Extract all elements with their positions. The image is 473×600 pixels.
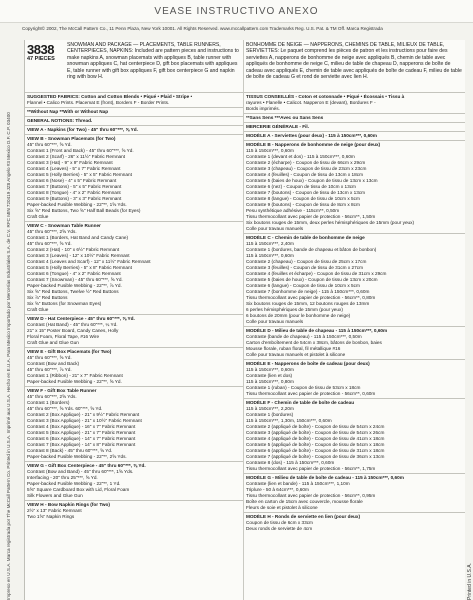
section-line: Contrast 2 (Box Applique) - 21" x 9½" Fabric Remnant [27, 412, 140, 417]
section-line: Contraste 6 (nez) - Coupon de tissu de 10cm x 13cm [246, 184, 356, 189]
pattern-section [244, 92, 465, 113]
section-line: Fleurs de soie et pistolet à silicone [246, 505, 318, 510]
section-line: Contraste 4 (feuilles et écharpe) - Coupon de tissu de 31cm x 29cm [246, 271, 387, 276]
section-line: 6 perles hémisphériques de 15mm (pour yeux) [246, 307, 343, 312]
section-line: 45" thru 60"***, 2⅝ Yds. [27, 229, 77, 234]
section-line: Contraste 8 (dos) - 115 à 150cm***, 0,60m [246, 460, 335, 465]
section-line: 45" thru 60"***, ⅞ Yd. [27, 367, 72, 372]
section-line: Colle pour travaux manuels et pistolet à silicone [246, 352, 346, 357]
section-line: 115 à 150cm***, 0,60m [246, 367, 294, 372]
section-line: Tissu thermocollant avec papier de protection - 56cm**, 1,75m [246, 466, 376, 471]
pattern-section [244, 122, 465, 131]
pattern-section [244, 359, 465, 398]
section-line: Tissu thermocollant avec papier de protection - 56cm**, 0,80m [246, 295, 376, 300]
top-edge [0, 0, 473, 23]
section-line: Contrast 4 (Leaves) - 5" x 7" Fabric Remnant [27, 166, 121, 171]
section-heading: VIEW A - Napkins (for Two) - 45" thru 60"***, ⅝ Yd. [27, 127, 138, 132]
section-line: Colle pour travaux manuels [246, 319, 304, 324]
french-title: BONHOMME DE NEIGE — NAPPERONS, CHEMINS DE TABLE, MILIEUX DE TABLE, SERVIETTES: Le paquet comprend les pièces de patron et les instructions pour faire des serviettes A, napperons de bonhomme de neige avec appliqués B, chemin de table avec appliqués de bonhomme de neige C, milieu de table de chapeau D, napperons de boîte de cadeau avec appliqués E, chemin de table avec appliqués de boîte de cadeau F, milieu de table de boîte de cadeau G et rond de serviette avec lien H. [246, 42, 462, 81]
section-line: Contraste 6 (langue) - Coupon de tissu de 10cm x 5cm [246, 283, 360, 288]
section-line: 45" thru 60"***, 2⅝ Yds. [27, 394, 77, 399]
section-heading: MODÈLE E - Napperons de boîte de cadeau (pour deux) [246, 361, 370, 366]
section-line: Contrast 6 (Tongue) - 4" x 2" Fabric Remnant [27, 271, 121, 276]
section-line: Contraste (lien et bande) - 115 à 150cm***, 1,10m [246, 481, 350, 486]
section-line: Six boutons rouges de 15mm, deux perles hémisphériques de 15mm (pour yeux) [246, 220, 415, 225]
section-line: Contraste 2 (chapeau) - Coupon de tissu de 25cm x 17cm [246, 259, 367, 264]
section-line: Mousse florale, ruban floral, fil métallique #16 [246, 346, 341, 351]
french-header [244, 40, 465, 92]
section-line: Contraste (bande de chapeau) - 115 à 150cm***, 0,50m [246, 334, 362, 339]
section-heading: SUGGESTED FABRICS: Cotton and Cotton Blends • Piqué • Plaid • Stripe • [27, 94, 193, 99]
section-line: Contraste 6 (appliqué de boîte) - Coupon de tissu de 31cm x 18cm [246, 448, 385, 453]
section-line: Contrast 7 (Box Applique) - 14" x 8" Fabric Remnant [27, 442, 136, 447]
pattern-section [25, 92, 243, 107]
section-line: 115 à 150cm***, 0,60m [246, 148, 294, 153]
pattern-pieces: 47 PIECES [27, 56, 55, 62]
pattern-section [25, 134, 243, 221]
pattern-section [244, 326, 465, 359]
section-line: 45" thru 60"***, ⅝ Yd. [27, 355, 72, 360]
english-header [25, 40, 243, 92]
pattern-section [244, 131, 465, 140]
section-line: Coupon de tissu de 6cm x 33cm [246, 520, 313, 525]
section-line: 115 à 150cm***, 0,60m [246, 253, 294, 258]
section-heading: MERCERIE GÉNÉRALE - Fil. [246, 124, 310, 129]
section-line: Contrast 3 (Box Applique) - 21" x 10½" Fabric Remnant [27, 418, 142, 423]
section-line: Contrast 4 (Leaves and Scarf) - 12" x 11½" Fabric Remnant [27, 259, 151, 264]
section-line: rayures • Flanelle • Calicot. Napperon E (devant), Bordures F - [246, 100, 376, 105]
section-heading: VIEW G - Gift Box Centerpiece - 45" thru 60"***, ⅝ Yd. [27, 463, 146, 468]
section-line: Contrast 1 (Borders, Hat Band and Candy Cane) [27, 235, 129, 240]
section-line: Contrast 6 (Nose) - 4" x 5" Fabric Remnant [27, 178, 117, 183]
section-line: Tissu thermocollant avec papier de protection - 56cm**, 1,50m [246, 214, 376, 219]
section-line: Contraste 2 (écharpe) - Coupon de tissu de 66cm x 29cm [246, 160, 366, 165]
section-line: Contraste 3 (feuilles) - Coupon de tissu de 31cm x 27cm [246, 265, 363, 270]
section-line: Contraste 1 (bordures) [246, 412, 294, 417]
section-line: Contrast 4 (Box Applique) - 16" x 7" Fabric Remnant [27, 424, 136, 429]
section-line: Deux ronds de serviette de 4cm [246, 526, 313, 531]
english-column [25, 40, 244, 600]
section-line: Contraste 1 (devant et dos) - 115 à 150cm***, 0,60m [246, 154, 355, 159]
section-heading: VIEW C - Snowman Table Runner [27, 223, 101, 228]
section-line: Carton d'emboîtement de 54cm x 38cm, bâtons de bonbon, baies [246, 340, 382, 345]
section-line: Colle pour travaux manuels [246, 226, 304, 231]
section-line: Contrast 5 (Box Applique) - 21" x 7" Fabric Remnant [27, 430, 136, 435]
french-sections [244, 92, 465, 533]
section-line: Contrast 1 (Borders) [27, 400, 70, 405]
pattern-section [25, 314, 243, 347]
section-line: 45" thru 60"***, ⅝ Yds. 60"***, ⅝ Yd. [27, 406, 103, 411]
section-line: 5⅝" Square Cardboard Box with Lid, Floral Foam [27, 487, 130, 492]
section-line: Contrast (Bow and Back) [27, 361, 80, 366]
pattern-section [25, 461, 243, 500]
section-line: 45" thru 60"***, ⅝ Yd. [27, 241, 72, 246]
section-line: Six ⅝" Red Buttons, Two ⅝" Half Ball Beads (for Eyes) [27, 208, 141, 213]
pattern-section [25, 107, 243, 116]
section-line: Contrast (Bow and Band) - 45" thru 60"***, 1⅝ Yds. [27, 469, 134, 474]
english-title: SNOWMAN AND PACKAGE — PLACEMENTS, TABLE RUNNERS, CENTERPIECES, NAPKINS: Included are pattern pieces and instructions to make napkins A, snowman placemats with appliques B, table runner with snowman appliques C, hat centerpiece D, gift box placemats with appliques E, table runner with gift box appliques F, gift box centerpiece G and napkin ring with bow H. [67, 42, 239, 81]
section-line: Six ⅞" Red Buttons [27, 295, 68, 300]
section-line: Contraste 3 (appliqué de boîte) - Coupon de tissu de 54cm x 26cm [246, 430, 385, 435]
section-line: Contrast 6 (Box Applique) - 14" x 7" Fabric Remnant [27, 436, 136, 441]
section-heading: MODÈLE D - Milieu de table de chapeau - 115 à 150cm***, 0,60m [246, 328, 388, 333]
section-line: Six ⅝" Buttons (for Snowman Eyes) [27, 301, 102, 306]
section-line: Contrast 1 (Ribbon) - 21" x 7" Fabric Remnant [27, 373, 123, 378]
section-line: Two 1⅝" Napkin Rings [27, 514, 75, 519]
french-column [244, 40, 465, 600]
section-heading: TISSUS CONSEILLÉS - Coton et cotonnade • Piqué • Écossais • Tissu à [246, 94, 405, 99]
section-line: 45" thru 60"***, ⅝ Yd. [27, 142, 72, 147]
pattern-section [25, 386, 243, 461]
section-line: Boîte en carton de 15cm avec couvercle, mousse florale [246, 499, 363, 504]
section-line: Interfacing - 20" thru 25"***, ⅝ Yd. [27, 475, 98, 480]
top-title: VEASE INSTRUCTIVO ANEXO [154, 6, 319, 17]
section-line: Triplure - 50 à 64cm***, 0,60m [246, 487, 309, 492]
section-line: Floral Foam, Floral Tape, #16 Wire [27, 334, 100, 339]
section-heading: MODÈLE A - Serviettes (pour deux) - 115 à 150cm***, 0,60m [246, 133, 377, 138]
section-line: Craft Glue [27, 307, 49, 312]
section-line: Paper-backed Fusible Webbing - 22"**, ⅝ Yd. [27, 379, 122, 384]
section-line: Contraste 1 (ruban) - Coupon de tissu de 53cm x 18cm [246, 385, 361, 390]
pattern-section [244, 398, 465, 473]
section-line: Craft Glue and Glue Gun [27, 340, 79, 345]
section-line: Contraste 5 (baies de houx) - Coupon de tissu de 13cm x 13cm [246, 178, 378, 183]
section-heading: MODÈLE H - Ronds de serviette en lien (pour deux) [246, 514, 361, 519]
pattern-section [25, 125, 243, 134]
section-line: 115 à 150cm***, 2,40m [246, 241, 294, 246]
pattern-section [244, 233, 465, 326]
pattern-section [244, 512, 465, 533]
section-line: 115 à 150cm***, 0,80m [246, 379, 294, 384]
section-line: Six boutons rouges de 15mm, 12 boutons rouges de 13mm [246, 301, 370, 306]
pattern-section [25, 347, 243, 386]
section-line: Contrast 7 (Snowman) - 45" thru 60"***, ⅝ Yd. [27, 277, 123, 282]
section-line: Bords imprimés. [246, 106, 280, 111]
section-line: Contrast 1 (Front and Back) - 45" thru 60"***, ⅝ Yd. [27, 148, 134, 153]
section-line: Contraste 1 (bordures, bande de chapeau et bâton de bonbon) [246, 247, 377, 252]
section-line: Paper-backed Fusible Webbing - 22"**, 2⅝ Yds. [27, 454, 127, 459]
section-line: Paper-backed Fusible Webbing - 22"**, ⅞ Yd. [27, 283, 122, 288]
section-line: Contrast 7 (Buttons) - 5" x 5" Fabric Remnant [27, 184, 122, 189]
section-line: Flannel • Calico Prints. Placemat E (front), Borders F - Border Prints. [27, 100, 170, 105]
copyright-line: Copyright© 2002, The McCall Pattern Co., 11 Penn Plaza, New York 10001. All Rights Reserved. www.mccallpattern.com Trademarks Reg. U.S. Pat. & TM Off. Marca Registrada [22, 26, 383, 31]
section-line: Paper-backed Fusible Webbing - 22"**, 1 Yd. [27, 481, 121, 486]
section-heading: **Without Nap **With or Without Nap [27, 109, 109, 114]
section-line: Contrast 2 (Hat) - 10" x 6½" Fabric Remnant [27, 247, 120, 252]
section-line: Contraste 5 (baies de houx) - Coupon de tissu de 13cm x 20cm [246, 277, 378, 282]
section-heading: MODÈLE G - Milieu de table de boîte de cadeau - 115 à 150cm***, 0,60m [246, 475, 404, 480]
section-line: Contraste 5 (appliqué de boîte) - Coupon de tissu de 54cm x 18cm [246, 442, 385, 447]
section-line: 21" x 15" Poster Board, Candy Canes, Holly [27, 328, 119, 333]
section-line: Six ⅝" Red Buttons, Twelve ½" Red Buttons [27, 289, 119, 294]
section-line: Contrast 9 (Buttons) - 3" x 3" Fabric Remnant [27, 196, 122, 201]
pattern-number: 3838 [27, 42, 54, 57]
section-line: 6 boutons de 20mm (pour le bonhomme de neige) [246, 313, 351, 318]
section-line: Contrast 3 (Hat) - 9" x 9" Fabric Remnant [27, 160, 113, 165]
section-heading: MODÈLE F - Chemin de table de boîte de cadeau [246, 400, 355, 405]
section-line: Silk Flowers and Glue Gun [27, 493, 83, 498]
section-heading: VIEW F - Gift Box Table Runner [27, 388, 97, 393]
section-line: Contraste (lien et dos) [246, 373, 293, 378]
section-line: Contrast (Hat Band) - 45" thru 60"***, ¼ Yd. [27, 322, 118, 327]
pattern-section [244, 113, 465, 122]
english-sections [25, 92, 243, 521]
section-line: 115 à 150cm***, 2,20m [246, 406, 294, 411]
pattern-section [25, 500, 243, 521]
side-margin [1, 70, 23, 600]
section-line: Contraste 7 (bonhomme de neige) - 115 à 150cm***, 0,60m [246, 289, 370, 294]
section-line: Contraste 4 (appliqué de boîte) - Coupon de tissu de 41cm x 18cm [246, 436, 385, 441]
section-line: Contrast 2 (Scarf) - 26" x 11½" Fabric Remnant [27, 154, 126, 159]
section-line: Contraste 8 (langue) - Coupon de tissu de 10cm x 5cm [246, 196, 360, 201]
section-line: Contraste 7 (appliqué de boîte) - Coupon de tissu de 36cm x 13cm [246, 454, 385, 459]
section-line: Contraste 3 (chapeau) - Coupon de tissu de 23cm x 23cm [246, 166, 367, 171]
section-line: Craft Glue [27, 214, 49, 219]
section-heading: VIEW E - Gift Box Placemats (for Two) [27, 349, 112, 354]
section-line: Contrast 3 (Leaves) - 12" x 10½" Fabric Remnant [27, 253, 130, 258]
section-heading: GENERAL NOTIONS: Thread. [27, 118, 93, 123]
section-line: Contraste 9 (boutons) - Coupon de tissu de 8cm x 8cm [246, 202, 360, 207]
instructions-table [24, 40, 465, 600]
section-heading: MODÈLE C - Chemin de table de bonhomme de neige [246, 235, 365, 240]
section-line: Tissu thermocollant avec papier de protection - 56cm**, 0,95m [246, 493, 376, 498]
pattern-section [25, 116, 243, 125]
printed-in-margin [466, 520, 473, 600]
section-line: Contrast 8 (Back) - 45" thru 60"***, ⅝ Yd. [27, 448, 113, 453]
side-legal-text: Impreso en U.S.A. Marca registrada por The McCall Pattern Co. Printed in U.S.A. Imprimé aux U.S.A. Hecho en E.U.A. Para Mexico Importado por Mercerías Industriales S.A. de C.V. RFC MIN 720419 JZ8 Angelo #3 Mexico D.F. C.P. 03400 [6, 112, 11, 600]
section-heading: VIEW D - Hat Centerpiece - 45" thru 60"***, ⅝ Yd. [27, 316, 135, 321]
pattern-section [25, 221, 243, 314]
section-line: Contraste 7 (boutons) - Coupon de tissu de 13cm x 13cm [246, 190, 366, 195]
pattern-section [244, 140, 465, 233]
section-line: Contrast 5 (Holly Berries) - 5" x 8" Fabric Remnant [27, 265, 132, 270]
section-heading: **Sans Sens ***Avec ou Sans Sens [246, 115, 324, 120]
section-heading: MODÈLE B - Napperons de bonhomme de neige (pour deux) [246, 142, 381, 147]
section-line: Contrast 8 (Tongue) - 4" x 2" Fabric Remnant [27, 190, 121, 195]
section-line: Pesu synthétique adhésive - 115cm**, 0,50m [246, 208, 340, 213]
pattern-section [244, 473, 465, 512]
section-line: Contrast 5 (Holly Berries) - 5" x 5" Fabric Remnant [27, 172, 132, 177]
section-line: Paper-backed Fusible Webbing - 22"**, 1⅝ Yds. [27, 202, 127, 207]
section-line: Tissu thermocollant avec papier de protection - 56cm**, 0,60m [246, 391, 376, 396]
section-line: Contraste 2 (appliqué de boîte) - Coupon de tissu de 54cm x 24cm [246, 424, 385, 429]
section-line: Contraste 4 (feuilles) - Coupon de tissu de 13cm x 18cm [246, 172, 363, 177]
section-heading: VIEW H - Bow Napkin Rings (for Two) [27, 502, 110, 507]
section-heading: VIEW B - Snowman Placemats (for Two) [27, 136, 116, 141]
section-line: 2½" x 13" Fabric Remnant [27, 508, 82, 513]
printed-in-text: Printed in U.S.A. [467, 563, 473, 600]
section-line: 115 à 150cm***, 1,30m, 150cm***, 0,60m [246, 418, 332, 423]
